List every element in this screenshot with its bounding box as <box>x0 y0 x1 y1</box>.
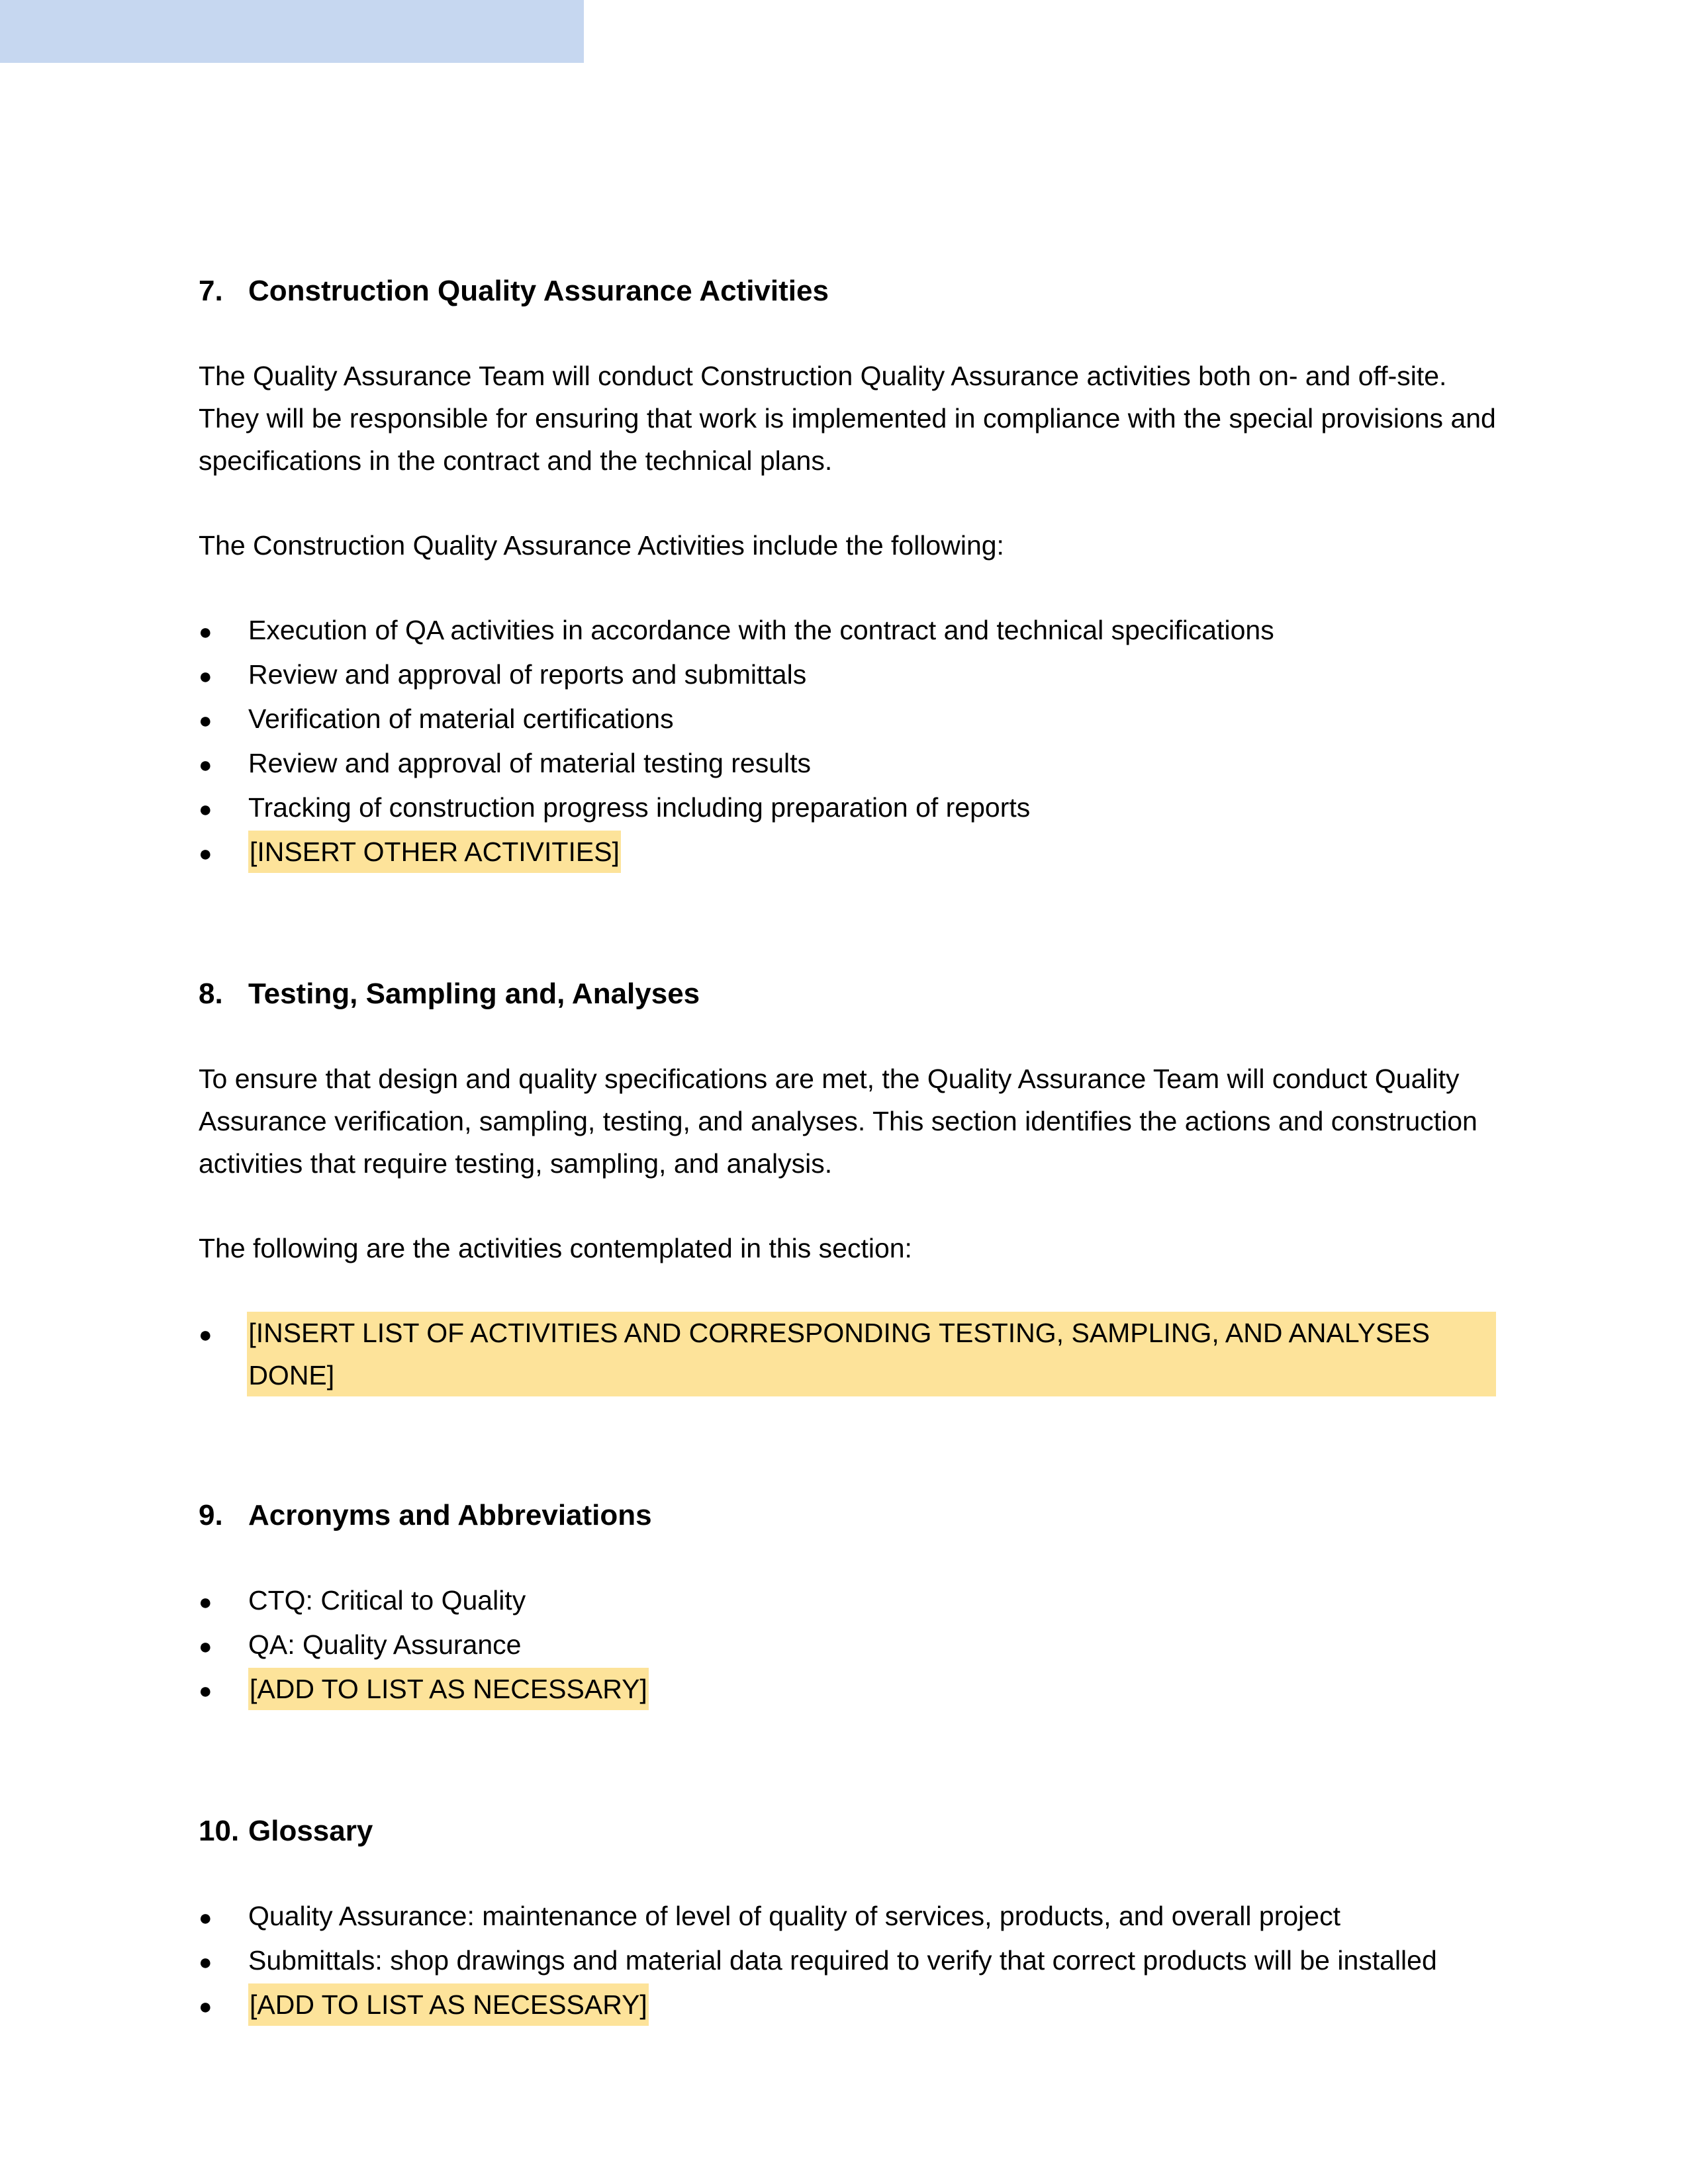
bullet-list <box>199 1579 1496 1712</box>
paragraph: To ensure that design and quality specifications are met, the Quality Assurance Team will conduct Quality Assurance verification, sampling, testing, and analyses. This section identifies the actions and construction activities that require testing, sampling, and analysis. <box>199 1064 1477 1179</box>
section-heading <box>199 974 1496 1014</box>
bullet-icon: ● <box>199 841 212 866</box>
section-heading <box>199 1811 1496 1851</box>
list-item <box>199 1312 1496 1396</box>
list-item-text: QA: Quality Assurance <box>248 1629 522 1660</box>
section-title: Testing, Sampling and, Analyses <box>248 978 700 1010</box>
section-heading <box>199 1496 1496 1535</box>
section-number: 8. <box>199 978 223 1010</box>
list-item <box>199 1939 1496 1983</box>
list-item <box>199 609 1496 653</box>
list-item <box>199 653 1496 698</box>
list-item-text: Tracking of construction progress including preparation of reports <box>248 792 1031 823</box>
section-construction-qa-activities <box>199 271 1496 875</box>
bullet-icon: ● <box>199 1950 212 1975</box>
header-band <box>0 0 584 63</box>
bullet-list <box>199 609 1496 875</box>
bullet-list <box>199 1895 1496 2028</box>
section-number: 7. <box>199 275 223 307</box>
list-item <box>199 1579 1496 1623</box>
section-testing-sampling-analyses <box>199 974 1496 1396</box>
section-title: Construction Quality Assurance Activities <box>248 275 829 307</box>
section-title: Acronyms and Abbreviations <box>248 1499 652 1531</box>
list-item <box>199 831 1496 875</box>
section-glossary <box>199 1811 1496 2028</box>
paragraph: The Quality Assurance Team will conduct Construction Quality Assurance activities both on- and off-site. They will be responsible for ensuring that work is implemented in compliance with the special provisions and specifications in the contract and the technical plans. <box>199 361 1496 476</box>
list-item-text: CTQ: Critical to Quality <box>248 1585 526 1615</box>
placeholder-text: [ADD TO LIST AS NECESSARY] <box>248 1983 649 2026</box>
placeholder-text: [INSERT OTHER ACTIVITIES] <box>248 831 621 873</box>
bullet-icon: ● <box>199 1590 212 1615</box>
list-item-text: Review and approval of reports and submittals <box>248 659 807 690</box>
bullet-icon: ● <box>199 752 212 778</box>
bullet-icon: ● <box>199 1322 212 1347</box>
section-number: 10. <box>199 1815 240 1847</box>
paragraph: The Construction Quality Assurance Activities include the following: <box>199 530 1004 561</box>
bullet-icon: ● <box>199 1905 212 1931</box>
section-number: 9. <box>199 1499 223 1531</box>
list-item <box>199 1983 1496 2028</box>
list-item <box>199 742 1496 786</box>
list-item-text: Execution of QA activities in accordance with the contract and technical specifications <box>248 615 1274 645</box>
section-heading <box>199 271 1496 311</box>
list-item <box>199 1895 1496 1939</box>
section-title: Glossary <box>248 1815 373 1847</box>
bullet-icon: ● <box>199 619 212 645</box>
bullet-icon: ● <box>199 664 212 689</box>
list-item-text: Quality Assurance: maintenance of level of quality of services, products, and overall project <box>248 1901 1340 1931</box>
list-item <box>199 1623 1496 1668</box>
bullet-icon: ● <box>199 1994 212 2019</box>
bullet-list <box>199 1312 1496 1396</box>
section-acronyms-abbreviations <box>199 1496 1496 1712</box>
list-item <box>199 1668 1496 1712</box>
bullet-icon: ● <box>199 797 212 822</box>
paragraph: The following are the activities contemplated in this section: <box>199 1233 912 1263</box>
placeholder-text: [ADD TO LIST AS NECESSARY] <box>248 1668 649 1710</box>
placeholder-text: [INSERT LIST OF ACTIVITIES AND CORRESPONDING TESTING, SAMPLING, AND ANALYSES DONE] <box>247 1312 1496 1396</box>
bullet-icon: ● <box>199 1634 212 1659</box>
document-body <box>199 271 1496 2028</box>
bullet-icon: ● <box>199 708 212 733</box>
list-item-text: Submittals: shop drawings and material data required to verify that correct products will be installed <box>248 1945 1437 1976</box>
list-item-text: Review and approval of material testing results <box>248 748 812 778</box>
bullet-icon: ● <box>199 1678 212 1704</box>
list-item <box>199 786 1496 831</box>
list-item <box>199 698 1496 742</box>
list-item-text: Verification of material certifications <box>248 704 674 734</box>
